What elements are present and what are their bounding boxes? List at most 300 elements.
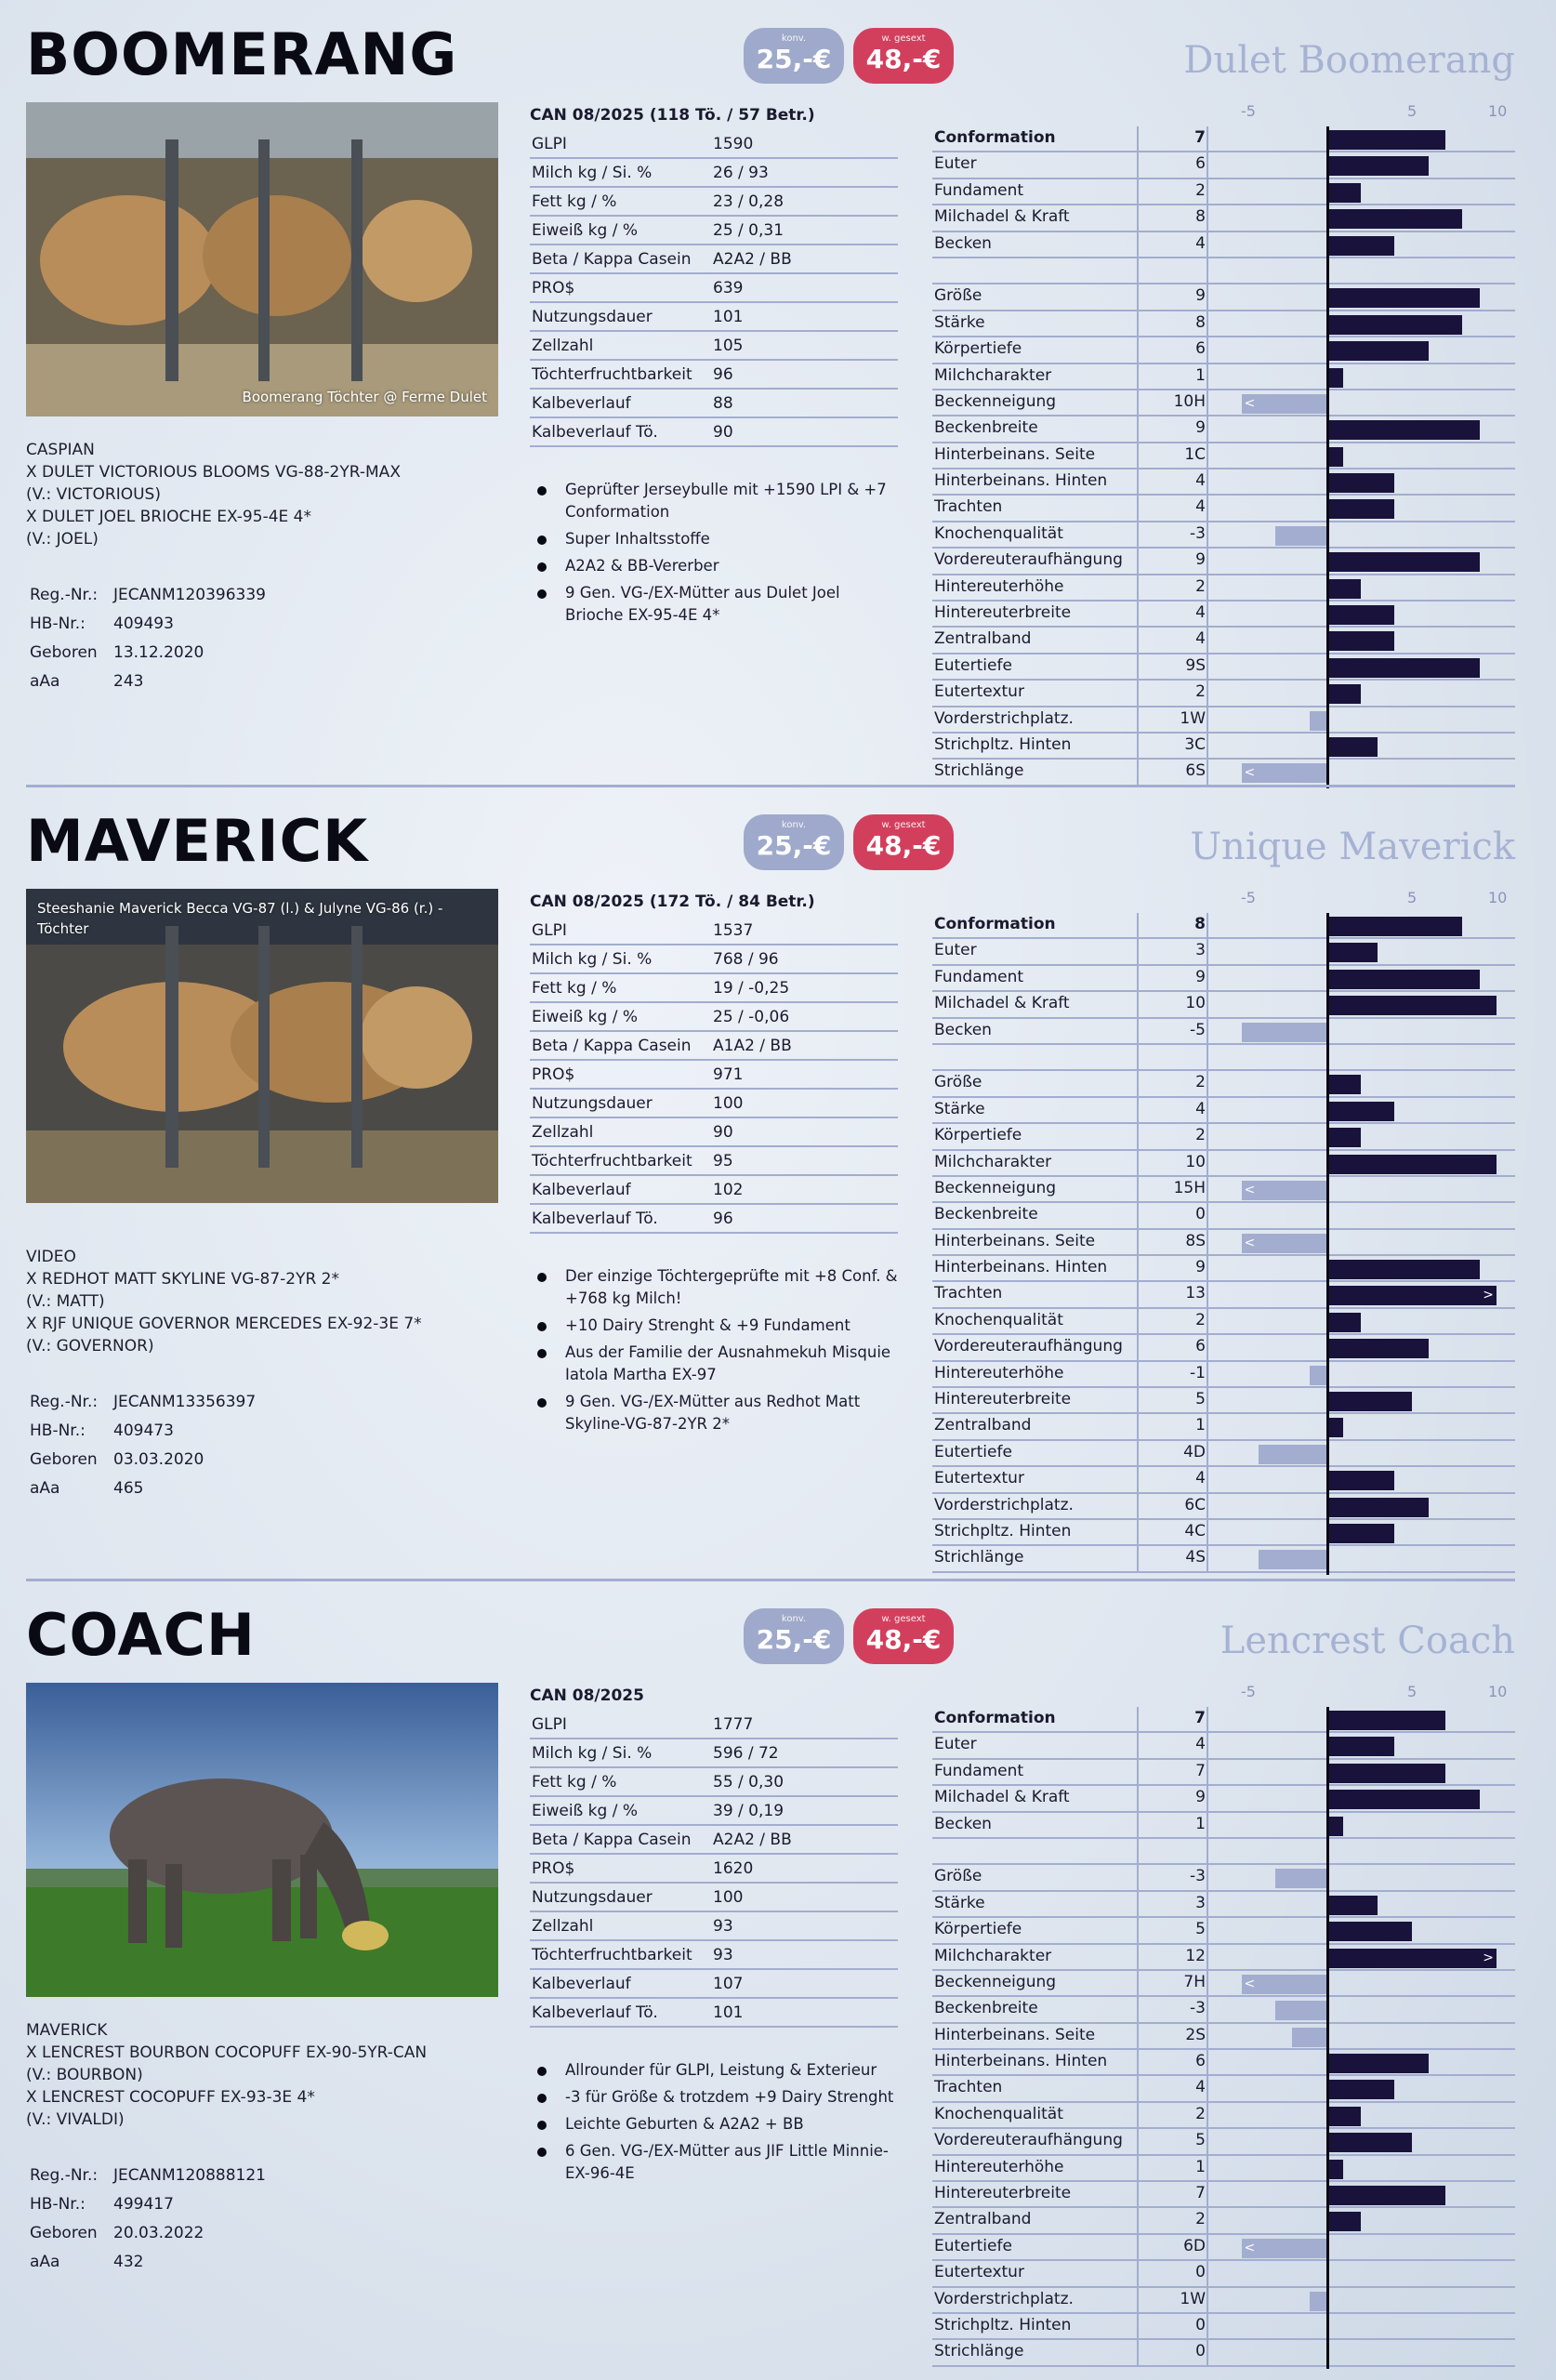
bull-full-name: Lencrest Coach: [1220, 1620, 1515, 1662]
column-divider: [1207, 1256, 1208, 1280]
breeding-value-key: Fett kg / %: [532, 1773, 617, 1792]
conformation-row: [932, 284, 1515, 311]
registration-key: Reg.-Nr.:: [30, 586, 99, 604]
conformation-row: [932, 496, 1515, 522]
positive-bar: [1326, 1764, 1445, 1783]
column-divider: [1207, 284, 1208, 309]
column-divider: [1207, 496, 1208, 520]
breeding-value-value: 90: [713, 423, 733, 442]
conformation-row: [932, 1098, 1515, 1124]
bull-full-name: Dulet Boomerang: [1183, 39, 1515, 82]
trait-name: Conformation: [934, 1709, 1056, 1727]
pedigree-line: X REDHOT MATT SKYLINE VG-87-2YR 2*: [26, 1270, 339, 1289]
registration-key: HB-Nr.:: [30, 2195, 86, 2214]
negative-bar: [1310, 2292, 1326, 2311]
breeding-value-row: [530, 1884, 898, 1912]
breeding-value-row: [530, 418, 898, 447]
overflow-left-icon: <: [1244, 1235, 1256, 1250]
highlight-item: Geprüfter Jerseybulle mit +1590 LPI & +7 Conformation: [535, 479, 898, 523]
registration-key: aAa: [30, 1479, 60, 1498]
column-divider: [1207, 2261, 1208, 2285]
breeding-value-value: 96: [713, 365, 733, 384]
breeding-value-value: 95: [713, 1152, 733, 1170]
trait-name: Hintereuterhöhe: [934, 2157, 1064, 2176]
conformation-row: [932, 760, 1515, 786]
trait-name: Eutertextur: [934, 2263, 1024, 2282]
breeding-value-value: 639: [713, 279, 744, 298]
breeding-value-key: Eiweiß kg / %: [532, 1802, 638, 1820]
positive-bar: [1326, 1313, 1361, 1332]
trait-name: Milchadel & Kraft: [934, 994, 1070, 1013]
breeding-value-value: 107: [713, 1975, 744, 1993]
conformation-row: [932, 966, 1515, 992]
trait-name: Beckenneigung: [934, 1972, 1057, 1991]
trait-name: Milchadel & Kraft: [934, 207, 1070, 227]
positive-bar: [1326, 473, 1394, 493]
trait-value: 8: [1195, 207, 1206, 227]
registration-table: [30, 586, 266, 701]
overflow-left-icon: <: [1244, 765, 1256, 781]
chart-zero-line: [1326, 1707, 1329, 2369]
column-divider: [1207, 1971, 1208, 1995]
breeding-value-key: PRO$: [532, 1859, 575, 1878]
breeding-values-table: [530, 1683, 898, 2028]
registration-key: Geboren: [30, 1450, 98, 1469]
trait-name: Beckenbreite: [934, 1999, 1038, 2018]
trait-value: 4C: [1184, 1521, 1206, 1540]
positive-bar: [1326, 130, 1445, 150]
trait-value: 12: [1185, 1946, 1206, 1965]
breeding-value-key: Fett kg / %: [532, 192, 617, 211]
positive-bar: [1326, 315, 1462, 335]
bull-full-name: Unique Maverick: [1190, 826, 1515, 868]
trait-value: 6S: [1185, 761, 1206, 781]
column-divider: [1207, 1494, 1208, 1518]
positive-bar: [1326, 684, 1361, 704]
breeding-value-value: 1590: [713, 135, 754, 153]
column-divider: [1207, 1839, 1208, 1863]
negative-bar: [1275, 526, 1326, 546]
positive-bar: [1326, 658, 1480, 678]
breeding-value-key: Zellzahl: [532, 1917, 594, 1936]
registration-value: JECANM120888121: [113, 2166, 266, 2185]
breeding-value-value: 768 / 96: [713, 950, 779, 969]
registration-key: Reg.-Nr.:: [30, 2166, 99, 2185]
overflow-left-icon: <: [1244, 1976, 1256, 1991]
breeding-value-row: [530, 1147, 898, 1176]
column-divider: [1207, 1786, 1208, 1810]
trait-name: Eutertiefe: [934, 655, 1012, 675]
conformation-row: [932, 1892, 1515, 1918]
column-divider: [1207, 522, 1208, 547]
column-divider: [1207, 364, 1208, 389]
conformation-row: [932, 311, 1515, 337]
conformation-row: [932, 1839, 1515, 1865]
breeding-value-row: [530, 1768, 898, 1797]
column-divider: [1207, 1414, 1208, 1438]
conformation-chart: [932, 889, 1515, 1573]
conformation-row: [932, 1971, 1515, 1997]
conformation-row: [932, 416, 1515, 443]
breeding-value-key: GLPI: [532, 135, 567, 153]
column-divider: [1207, 2314, 1208, 2338]
breeding-value-row: [530, 1032, 898, 1061]
trait-value: 15H: [1173, 1178, 1206, 1197]
bull-section-coach: [0, 1580, 1556, 2371]
column-divider: [1207, 913, 1208, 937]
breeding-value-row: [530, 245, 898, 274]
photo-caption: Steeshanie Maverick Becca VG-87 (l.) & Julyne VG-86 (r.) - Töchter: [37, 900, 443, 937]
column-divider: [1207, 1309, 1208, 1333]
trait-value: 4: [1195, 2078, 1206, 2097]
highlight-item: A2A2 & BB-Vererber: [535, 555, 898, 577]
conformation-row: [932, 1071, 1515, 1097]
trait-value: 3C: [1184, 734, 1206, 754]
positive-bar: [1326, 2186, 1445, 2205]
breeding-value-value: 102: [713, 1181, 744, 1199]
column-divider: [1207, 1019, 1208, 1043]
column-divider: [1207, 1098, 1208, 1122]
conformation-row: [932, 939, 1515, 965]
positive-bar: [1326, 1286, 1497, 1305]
column-divider: [1207, 2235, 1208, 2259]
column-divider: [1207, 416, 1208, 441]
registration-table: [30, 1393, 256, 1508]
breeding-value-key: Zellzahl: [532, 337, 594, 355]
column-divider: [1207, 1203, 1208, 1227]
daughter-photo: [26, 1683, 498, 1997]
registration-row: [30, 643, 266, 672]
trait-name: Vorderstrichplatz.: [934, 2289, 1074, 2308]
trait-value: 10: [1185, 1152, 1206, 1171]
negative-bar: [1259, 1550, 1326, 1569]
column-divider: [1207, 760, 1208, 784]
breeding-value-row: [530, 1912, 898, 1941]
pedigree-line: X LENCREST BOURBON COCOPUFF EX-90-5YR-CAN: [26, 2043, 428, 2062]
trait-name: Stärke: [934, 1893, 985, 1912]
breeding-value-row: [530, 917, 898, 945]
trait-value: 7: [1194, 128, 1206, 147]
breeding-value-row: [530, 974, 898, 1003]
positive-bar: [1326, 1737, 1394, 1756]
overflow-left-icon: <: [1244, 2240, 1256, 2255]
conformation-row: [932, 337, 1515, 364]
trait-name: Vordereuteraufhängung: [934, 2131, 1123, 2150]
conformation-row: [932, 734, 1515, 760]
breeding-value-value: A2A2 / BB: [713, 1831, 792, 1849]
trait-value: -3: [1190, 1999, 1206, 2018]
pedigree: [26, 1246, 509, 1357]
breeding-value-value: 101: [713, 2003, 744, 2022]
column-divider: [1207, 1813, 1208, 1837]
highlight-item: 9 Gen. VG-/EX-Mütter aus Dulet Joel Brioche EX-95-4E 4*: [535, 582, 898, 627]
conformation-row: [932, 681, 1515, 707]
breeding-values-header: CAN 08/2025: [530, 1686, 644, 1705]
price-badge-konv: [744, 1608, 844, 1664]
negative-bar: [1275, 2001, 1326, 2020]
breeding-value-row: [530, 217, 898, 245]
column-divider: [1207, 1918, 1208, 1942]
conformation-row: [932, 152, 1515, 178]
column-divider: [1207, 1733, 1208, 1757]
conformation-row: [932, 1494, 1515, 1520]
column-divider: [1207, 2076, 1208, 2100]
price-badge-konv: [744, 28, 844, 84]
breeding-value-key: GLPI: [532, 921, 567, 940]
daughter-photo: [26, 889, 498, 1203]
price-badge-gesext: [853, 814, 954, 870]
price-value: 25,-€: [756, 830, 832, 861]
positive-bar: [1326, 236, 1394, 256]
price-label: w. gesext: [881, 1614, 926, 1624]
breeding-value-value: 93: [713, 1946, 733, 1964]
trait-value: 9: [1195, 1788, 1206, 1807]
breeding-value-value: 96: [713, 1210, 733, 1228]
trait-value: 4D: [1183, 1442, 1206, 1461]
breeding-value-key: Milch kg / Si. %: [532, 1744, 653, 1763]
trait-value: 8: [1195, 312, 1206, 332]
breeding-value-value: 19 / -0,25: [713, 979, 790, 998]
positive-bar: [1326, 2107, 1361, 2126]
trait-value: 0: [1195, 2342, 1206, 2361]
conformation-row: [932, 2103, 1515, 2129]
price-label: w. gesext: [881, 33, 926, 44]
pedigree-line: (V.: MATT): [26, 1292, 105, 1311]
breeding-value-value: 105: [713, 337, 744, 355]
overflow-right-icon: >: [1483, 1288, 1494, 1303]
column-divider: [1207, 2024, 1208, 2048]
positive-bar: [1326, 1155, 1497, 1174]
trait-name: Zentralband: [934, 2210, 1032, 2229]
breeding-value-value: 39 / 0,19: [713, 1802, 785, 1820]
chart-zero-line: [1326, 126, 1329, 788]
bull-name: BOOMERANG: [26, 20, 458, 88]
trait-name: Vordereuteraufhängung: [934, 550, 1123, 570]
positive-bar: [1326, 1498, 1429, 1517]
registration-row: [30, 1479, 256, 1508]
column-divider: [1207, 1997, 1208, 2021]
conformation-row: [932, 2076, 1515, 2102]
breeding-value-row: [530, 1711, 898, 1739]
column-divider: [1207, 1230, 1208, 1254]
trait-value: 6: [1195, 1337, 1206, 1356]
highlight-item: 6 Gen. VG-/EX-Mütter aus JIF Little Minnie-EX-96-4E: [535, 2140, 898, 2185]
overflow-left-icon: <: [1244, 1182, 1256, 1197]
trait-name: Eutertiefe: [934, 1442, 1012, 1461]
trait-value: 6: [1195, 154, 1206, 174]
breeding-value-value: 55 / 0,30: [713, 1773, 785, 1792]
positive-bar: [1326, 737, 1378, 757]
registration-key: Geboren: [30, 643, 98, 662]
column-divider: [1207, 390, 1208, 415]
positive-bar: [1326, 2054, 1429, 2073]
trait-name: Eutertextur: [934, 1469, 1024, 1488]
column-divider: [1207, 939, 1208, 963]
conformation-row: [932, 469, 1515, 496]
trait-value: 9: [1195, 967, 1206, 986]
conformation-row: [932, 1309, 1515, 1335]
trait-name: Körpertiefe: [934, 1126, 1022, 1145]
conformation-row: [932, 390, 1515, 416]
pedigree-line: CASPIAN: [26, 441, 95, 459]
breeding-value-value: A2A2 / BB: [713, 250, 792, 269]
trait-name: Größe: [934, 1073, 982, 1092]
registration-value: 13.12.2020: [113, 643, 204, 662]
trait-name: Größe: [934, 286, 982, 306]
conformation-row: [932, 179, 1515, 205]
column-divider: [1207, 1177, 1208, 1201]
highlight-item: Super Inhaltsstoffe: [535, 528, 898, 550]
positive-bar: [1326, 943, 1378, 962]
conformation-row: [932, 443, 1515, 469]
conformation-row: [932, 602, 1515, 628]
trait-value: 5: [1195, 1920, 1206, 1939]
price-label: konv.: [781, 33, 807, 44]
trait-value: 5: [1195, 1390, 1206, 1409]
registration-value: 409493: [113, 615, 174, 633]
breeding-value-key: Kalbeverlauf Tö.: [532, 2003, 658, 2022]
negative-bar: [1242, 2239, 1327, 2258]
price-badge-gesext: [853, 1608, 954, 1664]
breeding-value-row: [530, 361, 898, 390]
highlight-item: -3 für Größe & trotzdem +9 Dairy Strenght: [535, 2086, 898, 2109]
trait-value: 1: [1195, 2157, 1206, 2176]
column-divider: [1207, 1282, 1208, 1306]
column-divider: [1207, 681, 1208, 705]
scale-tick-label: 10: [1488, 1683, 1508, 1700]
breeding-value-row: [530, 1205, 898, 1234]
trait-value: 2: [1195, 2210, 1206, 2229]
chart-zero-line: [1326, 913, 1329, 1575]
conformation-row: [932, 126, 1515, 152]
column-divider: [1207, 549, 1208, 573]
breeding-value-key: PRO$: [532, 279, 575, 298]
pedigree-line: (V.: VIVALDI): [26, 2110, 125, 2129]
scale-tick-label: -5: [1241, 102, 1256, 120]
trait-name: Hinterbeinans. Hinten: [934, 1258, 1108, 1277]
column-divider: [1207, 2340, 1208, 2364]
negative-bar: [1242, 1234, 1327, 1253]
negative-bar: [1242, 394, 1327, 414]
negative-bar: [1242, 763, 1327, 783]
breeding-value-value: 25 / 0,31: [713, 221, 785, 240]
scale-tick-label: 5: [1407, 889, 1418, 906]
scale-tick-label: 5: [1407, 1683, 1418, 1700]
trait-value: 4S: [1185, 1548, 1206, 1567]
breeding-value-row: [530, 1176, 898, 1205]
conformation-row: [932, 1335, 1515, 1361]
trait-value: 2: [1195, 576, 1206, 596]
bull-section-maverick: [0, 787, 1556, 1577]
trait-name: Hintereuterbreite: [934, 2184, 1072, 2203]
trait-name: Hinterbeinans. Seite: [934, 444, 1096, 464]
breeding-value-key: Beta / Kappa Casein: [532, 1037, 692, 1055]
column-divider: [1207, 469, 1208, 494]
conformation-chart: [932, 102, 1515, 787]
breeding-value-row: [530, 274, 898, 303]
column-divider: [1207, 654, 1208, 679]
column-divider: [1207, 1151, 1208, 1175]
trait-name: Fundament: [934, 967, 1024, 986]
overflow-left-icon: <: [1244, 395, 1256, 411]
negative-bar: [1242, 1023, 1327, 1042]
breeding-value-row: [530, 1797, 898, 1826]
conformation-row: [932, 2261, 1515, 2287]
positive-bar: [1326, 996, 1497, 1015]
breeding-value-row: [530, 332, 898, 361]
trait-name: Fundament: [934, 180, 1024, 200]
trait-name: Eutertextur: [934, 682, 1024, 702]
registration-row: [30, 1450, 256, 1479]
pedigree-line: (V.: GOVERNOR): [26, 1337, 154, 1355]
trait-value: 7H: [1183, 1972, 1206, 1991]
column-divider: [1207, 2182, 1208, 2206]
column-divider: [1207, 734, 1208, 758]
trait-name: Hintereuterhöhe: [934, 576, 1064, 596]
trait-name: Knochenqualität: [934, 2104, 1063, 2123]
trait-name: Strichpltz. Hinten: [934, 1521, 1072, 1540]
negative-bar: [1259, 1445, 1326, 1464]
highlights-list: [535, 1265, 898, 1440]
bull-section-boomerang: [0, 0, 1556, 790]
conformation-row: [932, 364, 1515, 390]
bull-name: COACH: [26, 1601, 256, 1669]
conformation-row: [932, 2340, 1515, 2366]
column-divider: [1207, 966, 1208, 990]
conformation-chart: [932, 1683, 1515, 2367]
registration-key: Reg.-Nr.:: [30, 1393, 99, 1411]
conformation-row: [932, 1707, 1515, 1733]
pedigree-line: X RJF UNIQUE GOVERNOR MERCEDES EX-92-3E 7*: [26, 1315, 422, 1333]
trait-name: Becken: [934, 233, 992, 253]
trait-name: Strichpltz. Hinten: [934, 2315, 1072, 2334]
registration-value: 20.03.2022: [113, 2224, 204, 2242]
breeding-value-value: 1777: [713, 1715, 754, 1734]
conformation-row: [932, 1282, 1515, 1308]
registration-table: [30, 2166, 266, 2281]
trait-value: 0: [1195, 2315, 1206, 2334]
breeding-value-key: GLPI: [532, 1715, 567, 1734]
breeding-value-key: Milch kg / Si. %: [532, 164, 653, 182]
pedigree-line: (V.: JOEL): [26, 530, 99, 549]
trait-value: 4: [1195, 471, 1206, 491]
trait-value: 4: [1195, 497, 1206, 517]
column-divider: [1137, 1045, 1139, 1069]
trait-name: Milchcharakter: [934, 1946, 1052, 1965]
positive-bar: [1326, 209, 1462, 229]
trait-name: Zentralband: [934, 629, 1032, 649]
breeding-value-row: [530, 1826, 898, 1855]
conformation-row: [932, 913, 1515, 939]
breeding-value-key: Nutzungsdauer: [532, 308, 653, 326]
trait-value: 9: [1195, 1258, 1206, 1277]
conformation-row: [932, 2050, 1515, 2076]
trait-name: Strichlänge: [934, 2342, 1024, 2361]
conformation-row: [932, 1124, 1515, 1150]
breeding-value-key: Töchterfruchtbarkeit: [532, 365, 692, 384]
column-divider: [1207, 2208, 1208, 2232]
conformation-row: [932, 2288, 1515, 2314]
registration-key: aAa: [30, 2253, 60, 2271]
positive-bar: [1326, 1922, 1412, 1941]
column-divider: [1207, 1945, 1208, 1969]
conformation-row: [932, 2182, 1515, 2208]
positive-bar: [1326, 288, 1480, 308]
breeding-value-key: Kalbeverlauf Tö.: [532, 1210, 658, 1228]
breeding-value-row: [530, 1941, 898, 1970]
breeding-value-row: [530, 1970, 898, 1999]
column-divider: [1207, 1520, 1208, 1544]
